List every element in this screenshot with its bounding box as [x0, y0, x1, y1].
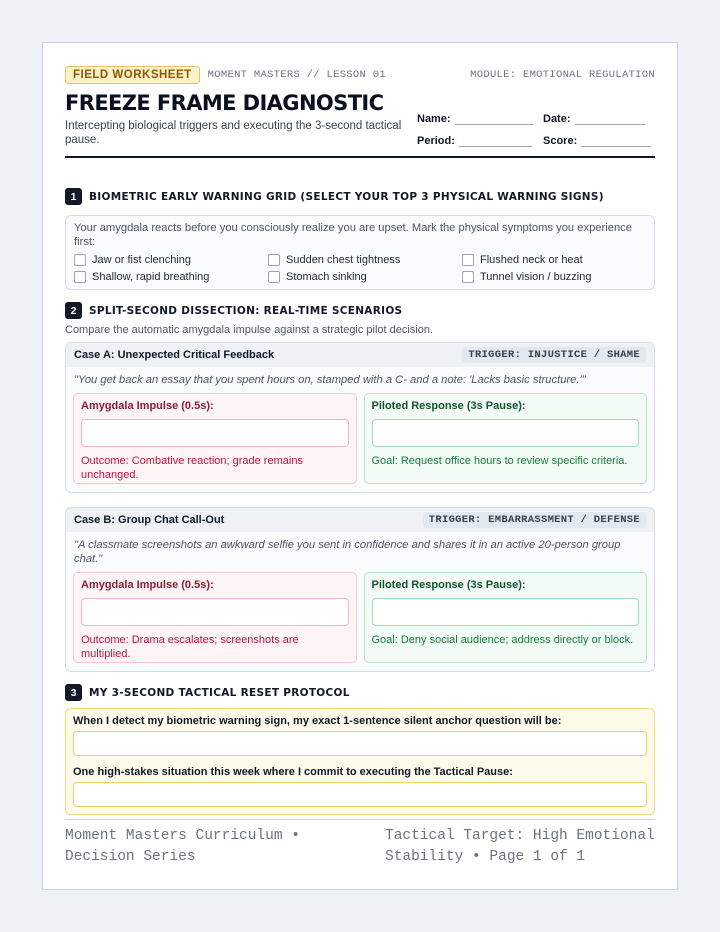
response-columns — [66, 566, 654, 671]
page-title: FREEZE FRAME DIAGNOSTIC — [65, 91, 384, 115]
response-goal: Goal: Request office hours to review specific criteria. — [371, 455, 628, 467]
score-field[interactable] — [543, 131, 655, 147]
checkbox-label: Sudden chest tightness — [286, 254, 401, 266]
period-label: Period: — [417, 135, 455, 147]
checkbox-icon[interactable] — [462, 254, 474, 266]
period-field[interactable] — [417, 131, 543, 147]
checkbox-tunnel-vision[interactable] — [462, 271, 656, 283]
date-label: Date: — [543, 113, 571, 125]
checkbox-icon[interactable] — [74, 254, 86, 266]
section-number: 2 — [65, 302, 82, 319]
commitment-label: One high-stakes situation this week where I commit to executing the Tactical Pause: — [73, 766, 513, 778]
section-3-heading — [65, 684, 655, 701]
worksheet-page — [42, 42, 678, 890]
checkbox-label: Stomach sinking — [286, 271, 367, 283]
section-title: BIOMETRIC EARLY WARNING GRID (SELECT YOUR TOP 3 PHYSICAL WARNING SIGNS) — [89, 190, 604, 203]
name-field[interactable] — [417, 109, 543, 125]
impulse-answer-box[interactable] — [81, 419, 349, 447]
impulse-outcome: Outcome: Combative reaction; grade remains unchanged. — [81, 455, 303, 481]
response-goal: Goal: Deny social audience; address directly or block. — [371, 634, 634, 646]
scenario-quote: "You get back an essay that you spent hours on, stamped with a C- and a note: 'Lacks basic structure.'" — [74, 374, 586, 386]
impulse-label: Amygdala Impulse (0.5s): — [81, 579, 214, 591]
section-number: 3 — [65, 684, 82, 701]
response-answer-box[interactable] — [372, 598, 640, 626]
checkbox-flushed-neck[interactable] — [462, 254, 656, 266]
trigger-badge: TRIGGER: INJUSTICE / SHAME — [462, 347, 646, 363]
student-fields — [417, 109, 655, 147]
module-label: MODULE: EMOTIONAL REGULATION — [470, 69, 655, 81]
case-title: Case A: Unexpected Critical Feedback — [74, 349, 275, 361]
name-line — [455, 114, 533, 125]
trigger-badge: TRIGGER: EMBARRASSMENT / DEFENSE — [423, 512, 646, 528]
checkbox-icon[interactable] — [462, 271, 474, 283]
top-meta-bar — [65, 65, 655, 85]
footer-left: Moment Masters Curriculum • Decision Series — [65, 828, 300, 865]
checkbox-icon[interactable] — [268, 254, 280, 266]
response-answer-box[interactable] — [372, 419, 640, 447]
period-line — [459, 136, 532, 147]
response-panel — [364, 572, 648, 663]
section-title: MY 3-SECOND TACTICAL RESET PROTOCOL — [89, 686, 350, 699]
response-label: Piloted Response (3s Pause): — [371, 400, 526, 412]
section-1-heading — [65, 188, 655, 205]
commitment-input[interactable] — [73, 782, 647, 807]
symptom-checklist — [74, 254, 646, 283]
score-label: Score: — [543, 135, 578, 147]
impulse-panel — [73, 572, 357, 663]
section-title: SPLIT-SECOND DISSECTION: REAL-TIME SCENARIOS — [89, 304, 403, 317]
date-line — [575, 114, 645, 125]
case-card-b — [65, 507, 655, 672]
section-subtitle: Compare the automatic amygdala impulse against a strategic pilot decision. — [65, 324, 434, 336]
footer-right: Tactical Target: High Emotional Stability • Page 1 of 1 — [385, 828, 655, 865]
checkbox-label: Tunnel vision / buzzing — [480, 271, 592, 283]
checkbox-icon[interactable] — [74, 271, 86, 283]
checkbox-jaw-clenching[interactable] — [74, 254, 268, 266]
date-field[interactable] — [543, 109, 655, 125]
lesson-label: MOMENT MASTERS // LESSON 01 — [207, 69, 386, 81]
checkbox-chest-tightness[interactable] — [268, 254, 462, 266]
impulse-label: Amygdala Impulse (0.5s): — [81, 400, 214, 412]
response-columns — [66, 387, 654, 492]
scenario-quote: "A classmate screenshots an awkward selfie you sent in confidence and shares it in an active 20-person group chat." — [74, 539, 621, 565]
page-footer — [65, 819, 655, 868]
case-title: Case B: Group Chat Call-Out — [74, 514, 225, 526]
case-header — [66, 343, 654, 367]
checkbox-icon[interactable] — [268, 271, 280, 283]
impulse-answer-box[interactable] — [81, 598, 349, 626]
anchor-question-input[interactable] — [73, 731, 647, 756]
page-subtitle: Intercepting biological triggers and executing the 3-second tactical pause. — [65, 120, 402, 146]
score-line — [581, 136, 651, 147]
response-label: Piloted Response (3s Pause): — [371, 579, 526, 591]
checkbox-shallow-breathing[interactable] — [74, 271, 268, 283]
name-label: Name: — [417, 113, 451, 125]
impulse-outcome: Outcome: Drama escalates; screenshots are multiplied. — [81, 634, 299, 660]
checkbox-label: Flushed neck or heat — [480, 254, 583, 266]
anchor-question-label: When I detect my biometric warning sign, my exact 1-sentence silent anchor question will be: — [73, 715, 562, 727]
section-2-heading — [65, 302, 655, 319]
impulse-panel — [73, 393, 357, 484]
case-header — [66, 508, 654, 532]
worksheet-tag: FIELD WORKSHEET — [65, 66, 200, 84]
checkbox-label: Shallow, rapid breathing — [92, 271, 210, 283]
case-card-a — [65, 342, 655, 493]
warning-grid — [65, 215, 655, 290]
checkbox-label: Jaw or fist clenching — [92, 254, 192, 266]
grid-intro: Your amygdala reacts before you consciously realize you are upset. Mark the physical symptoms you experience first: — [74, 222, 632, 248]
checkbox-stomach-sinking[interactable] — [268, 271, 462, 283]
reset-protocol-card — [65, 708, 655, 815]
response-panel — [364, 393, 648, 484]
header-divider — [65, 156, 655, 158]
header — [65, 91, 655, 147]
section-number: 1 — [65, 188, 82, 205]
